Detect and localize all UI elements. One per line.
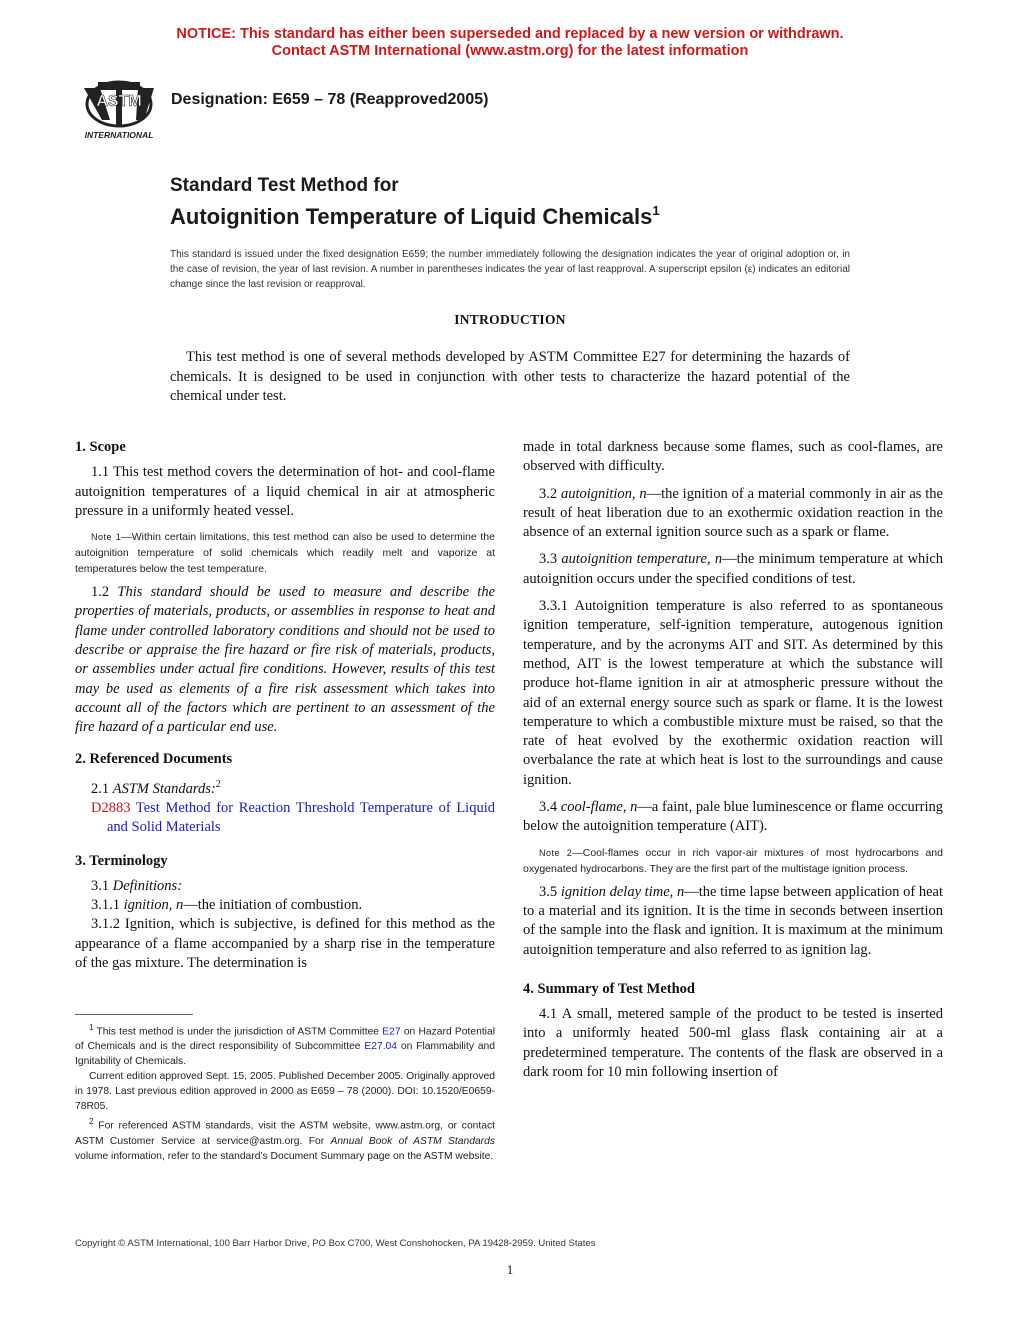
issuance-statement: This standard is issued under the fixed designation E659; the number immediately following the designation indicates the year of original adoption or, in the case of revision, the year of last revision. A number in parentheses indicates the year of last reapproval. A superscript epsilon (ε) indicates an editorial change since the last revision or reapproval.: [170, 249, 850, 290]
para-3-5-number: 3.5: [539, 883, 561, 900]
para-3-3-number: 3.3: [539, 551, 562, 568]
para-1-2-number: 1.2: [91, 584, 118, 601]
footnote-2: $^2$ For referenced ASTM standards, visit the ASTM website, www.astm.org, or contact ASTM Customer Service at service@astm.org. For Annual Book of ASTM Standards volume information, refer to the standard’s Document Summary page on the ASTM website.: [75, 1117, 495, 1162]
para-3-3-definition: —the minimum temperature at which autoignition occurs under the specified conditions of test.: [523, 551, 944, 587]
withdrawal-notice: [0, 26, 1020, 60]
para-3-5: [523, 883, 943, 960]
title-footnote-mark: 1: [652, 203, 660, 218]
reference-d2883[interactable]: [75, 799, 495, 838]
para-4-1: 4.1 A small, metered sample of the product to be tested is inserted into a uniformly heated 500-ml glass flask containing air at a predetermined temperature. The contents of the flask are observed in a dark room for 10 min following insertion of: [523, 1006, 943, 1081]
designation: Designation: E659 – 78 (Reapproved2005): [171, 91, 489, 108]
para-3-1-text: Definitions:: [112, 877, 183, 894]
para-3-4-number: 3.4: [539, 799, 561, 816]
para-3-2-term: autoignition, n: [560, 485, 647, 502]
para-3-1-1: [75, 896, 495, 915]
note-1-label: Note 1: [91, 532, 122, 543]
para-3-3-term: autoignition temperature, n: [561, 551, 723, 568]
notice-line-1: NOTICE: This standard has either been superseded and replaced by a new version or withdrawn.: [176, 26, 844, 42]
note-1-text: —Within certain limitations, this test method can also be used to determine the autoignition temperature of solid chemicals which readily melt and vaporize at temperatures below the test temperature.: [75, 531, 495, 576]
para-2-1: [75, 775, 495, 799]
para-2-1-text: ASTM Standards:: [112, 780, 216, 797]
footnotes: [75, 1020, 495, 1164]
para-3-1-2-continued: made in total darkness because some flames, such as cool-flames, are observed with difficulty.: [523, 439, 943, 475]
right-column: [523, 438, 943, 1082]
subcommittee-e27-04-link[interactable]: E27.04: [364, 1041, 398, 1053]
para-3-1-1-number: 3.1.1: [91, 897, 124, 914]
para-3-3-1: 3.3.1 Autoignition temperature is also referred to as spontaneous ignition temperature, self-ignition temperature, autogenous ignition temperature, and by the acronyms AIT and SIT. As determined by this method, AIT is the lowest temperature at which the substance will produce hot-flame ignition in air at atmospheric pressure without the aid of an external energy source such as spark or flame. It is the lowest temperature to which a combustible mixture must be raised, so that the rate of heat evolved by the exothermic oxidation reaction will overbalance the rate at which heat is lost to the surroundings and cause ignition.: [523, 598, 943, 788]
footnote-1-text-c: on Flammability and Ignitability of Chemicals.: [75, 1041, 495, 1068]
para-3-3: [523, 550, 943, 589]
footnote-2-book-title: Annual Book of ASTM Standards: [330, 1135, 495, 1147]
para-3-2: [523, 485, 943, 543]
para-3-2-definition: —the ignition of a material commonly in air as the result of heat liberation due to an exothermic oxidation reaction in the absence of an external ignition source such as a spark or flame.: [523, 485, 943, 541]
note-2-text: —Cool-flames occur in rich vapor-air mixtures of most hydrocarbons and oxygenated hydrocarbons. They are the first part of the multistage ignition process.: [523, 846, 943, 875]
title-line-2: Autoignition Temperature of Liquid Chemicals: [170, 204, 653, 229]
para-3-2-number: 3.2: [539, 485, 561, 502]
document-title: [170, 175, 660, 231]
footnote-1-text-a: This test method is under the jurisdiction of ASTM Committee: [96, 1026, 383, 1038]
footnote-2-text-a: For referenced ASTM standards, visit the ASTM website, www.astm.org, or contact ASTM Customer Service at service@astm.org. For: [75, 1120, 495, 1147]
introduction-heading: INTRODUCTION: [454, 312, 566, 327]
section-3-heading: 3. Terminology: [75, 852, 168, 869]
reference-title-link[interactable]: Test Method for Reaction Threshold Temperature of Liquid and Solid Materials: [107, 799, 495, 836]
title-line-1: Standard Test Method for: [170, 175, 399, 196]
astm-logo: [76, 76, 162, 142]
section-4-heading: 4. Summary of Test Method: [523, 980, 695, 997]
left-column: [75, 438, 495, 973]
para-3-5-definition: —the time lapse between application of heat to a material and its ignition. It is the time in seconds between insertion of the sample into the flask and ignition. It is maximum at the minimum autoignition temperature and also referred to as ignition lag.: [523, 883, 943, 958]
section-1-heading: 1. Scope: [75, 439, 126, 455]
note-2-label: Note 2: [539, 847, 573, 858]
footnote-1: $^1$ This test method is under the jurisdiction of ASTM Committee E27 on Hazard Potential of Chemicals and is the direct responsibility of Subcommittee E27.04 on Flammability and Ignitability of Chemicals.: [75, 1023, 495, 1068]
para-3-4-definition: —a faint, pale blue luminescence or flame occurring below the autoignition temperature (AIT).: [523, 799, 943, 835]
page-number: 1: [506, 1262, 514, 1277]
para-3-4-term: cool-flame, n: [560, 799, 638, 816]
footnote-1-text-b: on Hazard Potential of Chemicals and is the direct responsibility of Subcommittee: [75, 1026, 495, 1053]
para-3-1-1-term: ignition, n: [123, 897, 184, 914]
para-1-2-text: This standard should be used to measure and describe the properties of materials, products, or assemblies in response to heat and flame under controlled laboratory conditions and should not be used to describe or appraise the fire hazard or fire risk of materials, products, or assemblies under actual fire conditions. However, results of this test may be used as elements of a fire risk assessment which takes into account all of the factors which are pertinent to an assessment of the fire hazard of a particular end use.: [75, 584, 495, 736]
para-2-1-number: 2.1: [91, 780, 113, 797]
logo-letters: ASTM: [96, 93, 142, 110]
para-3-1-1-definition: —the initiation of combustion.: [183, 897, 363, 914]
notice-line-2: Contact ASTM International (www.astm.org) for the latest information: [271, 43, 749, 59]
para-3-1-number: 3.1: [91, 877, 113, 894]
para-3-1: [75, 877, 495, 896]
para-2-1-footnote-mark: 2: [215, 778, 221, 790]
reference-code-link[interactable]: D2883: [91, 799, 131, 816]
footnote-2-text-b: volume information, refer to the standard’s Document Summary page on the ASTM website.: [75, 1150, 494, 1162]
para-3-4: [523, 798, 943, 837]
para-1-1: 1.1 This test method covers the determination of hot- and cool-flame autoignition temperatures of a liquid chemical in air at atmospheric pressure in a uniformly heated vessel.: [75, 464, 495, 519]
introduction-text: This test method is one of several methods developed by ASTM Committee E27 for determining the hazards of chemicals. It is designed to be used in conjunction with other tests to characterize the hazard potential of the chemical under test.: [170, 349, 850, 404]
section-2-heading: 2. Referenced Documents: [75, 750, 233, 767]
logo-subtitle: INTERNATIONAL: [84, 130, 154, 140]
para-1-2: [75, 583, 495, 737]
note-1: [75, 529, 495, 577]
para-3-1-2: 3.1.2 Ignition, which is subjective, is defined for this method as the appearance of a flame accompanied by a sharp rise in the temperature of the gas mixture. The determination is: [75, 916, 495, 972]
footnote-separator: [75, 1014, 193, 1015]
copyright-line: Copyright © ASTM International, 100 Barr Harbor Drive, PO Box C700, West Conshohocken, PA 19428-2959. United States: [75, 1238, 596, 1249]
committee-e27-link[interactable]: E27: [382, 1026, 401, 1038]
para-3-5-term: ignition delay time, n: [560, 883, 685, 900]
footnote-1-edition: Current edition approved Sept. 15, 2005. Published December 2005. Originally approved in 1978. Last previous edition approved in 2000 as E659 – 78 (2000). DOI: 10.1520/E0659-78R05.: [75, 1071, 495, 1113]
note-2: [523, 845, 943, 877]
